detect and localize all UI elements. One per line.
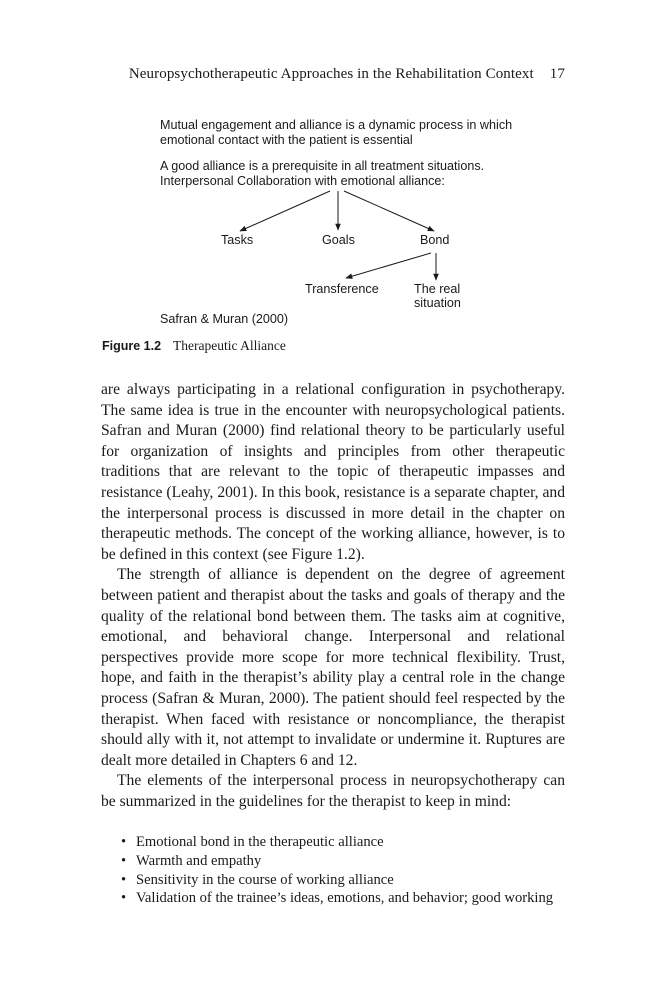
figure-caption-title: Therapeutic Alliance bbox=[173, 338, 286, 353]
list-item: • Validation of the trainee’s ideas, emotions, and behavior; good working bbox=[121, 889, 565, 908]
running-title: Neuropsychotherapeutic Approaches in the Rehabilitation Context bbox=[128, 66, 534, 82]
node-real-situation-line-1: The real bbox=[414, 282, 461, 296]
figure-caption bbox=[102, 338, 286, 354]
node-real-situation-line-2: situation bbox=[414, 296, 461, 310]
figure-statement-line-1: A good alliance is a prerequisite in all treatment situations. bbox=[160, 159, 485, 173]
diagram-arrows bbox=[0, 0, 666, 330]
guideline-list bbox=[101, 833, 565, 907]
list-item: • Sensitivity in the course of working alliance bbox=[121, 871, 565, 890]
figure-caption-number: Figure 1.2 bbox=[102, 339, 162, 353]
paragraph-2: The strength of alliance is dependent on the degree of agreement between patient and therapist about the tasks and goals of therapy and the quality of the relational bond between them. The tasks aim at cognitive, emotional, and behavioral change. Interpersonal and relational perspectives provide more scope for more technical flexibility. Trust, hope, and faith in the therapist’s ability play a central role in the change process (Safran & Muran, 2000). The patient should feel respected by the therapist. When faced with resistance or noncompliance, the therapist should ally with it, not attempt to invalidate or undermine it. Ruptures are dealt more detailed in Chapters 6 and 12. bbox=[101, 566, 565, 769]
node-tasks: Tasks bbox=[221, 233, 254, 247]
arrow-to-tasks bbox=[240, 191, 330, 231]
figure-statement-line-2: Interpersonal Collaboration with emotional alliance: bbox=[160, 174, 445, 188]
figure-intro-line-2: emotional contact with the patient is essential bbox=[160, 133, 413, 147]
body-text bbox=[101, 380, 565, 908]
arrow-to-transference bbox=[346, 253, 431, 278]
arrow-to-bond bbox=[344, 191, 434, 231]
paragraph-1: are always participating in a relational configuration in psychotherapy. The same idea is true in the encounter with neuropsychological patients. Safran and Muran (2000) find relational theory to be particularly useful for organization of insights and principles from other therapeutic traditions that are relevant to the topic of therapeutic impasses and resistance (Leahy, 2001). In this book, resistance is a separate chapter, and the interpersonal process is discussed in more detail in the chapter on therapeutic methods. The concept of the working alliance, however, is to be defined in this context (see Figure 1.2). bbox=[101, 381, 565, 563]
node-transference: Transference bbox=[305, 282, 379, 296]
figure-intro-line-1: Mutual engagement and alliance is a dynamic process in which bbox=[160, 118, 513, 132]
figure-source: Safran & Muran (2000) bbox=[160, 312, 289, 326]
figure-therapeutic-alliance bbox=[0, 0, 666, 330]
page-number: 17 bbox=[549, 66, 565, 82]
node-goals: Goals bbox=[322, 233, 355, 247]
paragraph-3: The elements of the interpersonal process in neuropsychotherapy can be summarized in the guidelines for the therapist to keep in mind: bbox=[101, 772, 565, 810]
node-bond: Bond bbox=[420, 233, 450, 247]
list-item: • Emotional bond in the therapeutic alliance bbox=[121, 833, 565, 852]
list-item: • Warmth and empathy bbox=[121, 852, 565, 871]
